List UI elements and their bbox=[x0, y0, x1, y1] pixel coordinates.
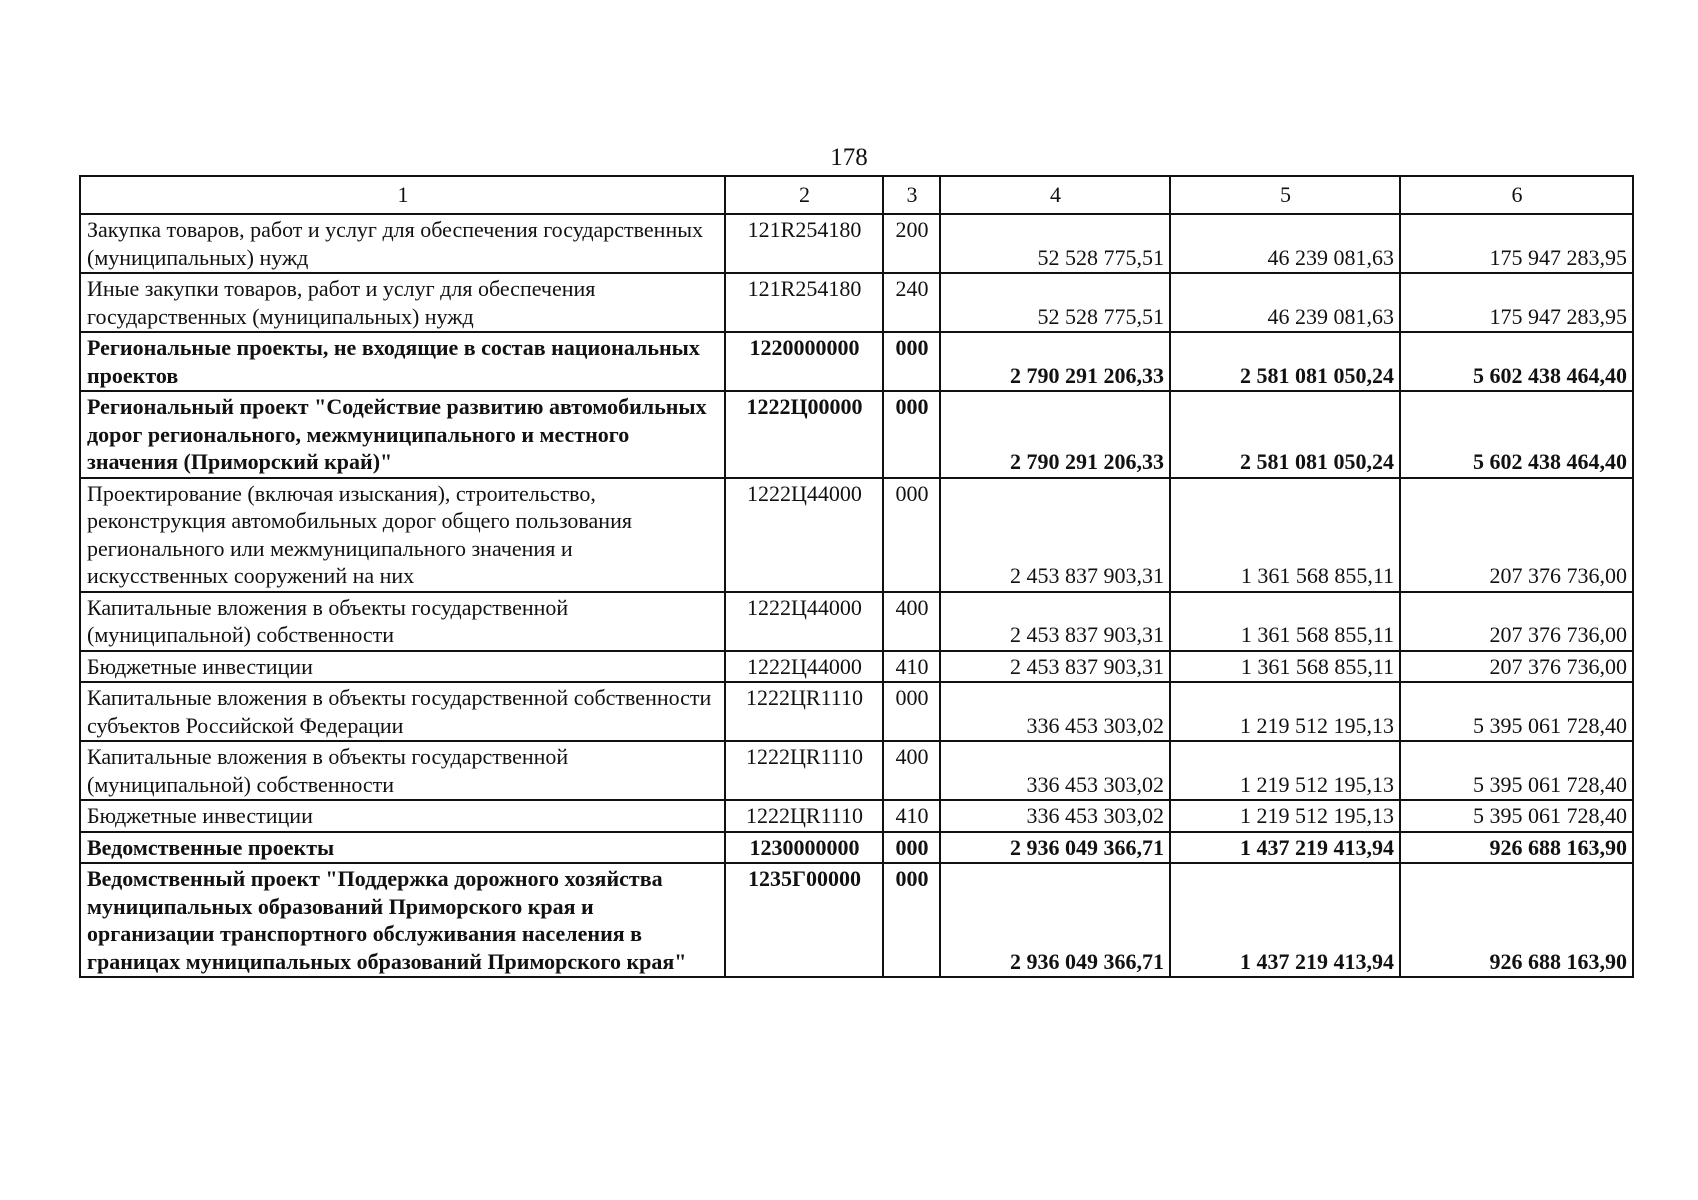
amount-col-6: 175 947 283,95 bbox=[1400, 214, 1633, 273]
header-col-2: 2 bbox=[725, 176, 883, 214]
amount-col-6: 5 602 438 464,40 bbox=[1400, 391, 1633, 478]
amount-col-6: 175 947 283,95 bbox=[1400, 273, 1633, 332]
amount-col-4: 2 936 049 366,71 bbox=[940, 863, 1170, 977]
row-name: Капитальные вложения в объекты государственной собственности субъектов Российской Федерации bbox=[80, 682, 725, 741]
row-name: Ведомственные проекты bbox=[80, 832, 725, 864]
row-name: Бюджетные инвестиции bbox=[80, 651, 725, 683]
expense-kind: 240 bbox=[883, 273, 940, 332]
amount-col-5: 46 239 081,63 bbox=[1170, 214, 1400, 273]
table-row bbox=[80, 214, 1633, 273]
table-row bbox=[80, 832, 1633, 864]
row-name: Бюджетные инвестиции bbox=[80, 800, 725, 832]
amount-col-5: 1 361 568 855,11 bbox=[1170, 651, 1400, 683]
header-col-5: 5 bbox=[1170, 176, 1400, 214]
amount-col-4: 2 453 837 903,31 bbox=[940, 651, 1170, 683]
table-row bbox=[80, 741, 1633, 800]
target-code: 1222Ц44000 bbox=[725, 651, 883, 683]
amount-col-6: 207 376 736,00 bbox=[1400, 478, 1633, 592]
amount-col-4: 336 453 303,02 bbox=[940, 682, 1170, 741]
target-code: 1235Г00000 bbox=[725, 863, 883, 977]
expense-kind: 000 bbox=[883, 391, 940, 478]
expense-kind: 000 bbox=[883, 682, 940, 741]
target-code: 1230000000 bbox=[725, 832, 883, 864]
table-row bbox=[80, 478, 1633, 592]
target-code: 1222ЦR1110 bbox=[725, 741, 883, 800]
amount-col-4: 2 790 291 206,33 bbox=[940, 391, 1170, 478]
row-name: Региональные проекты, не входящие в состав национальных проектов bbox=[80, 332, 725, 391]
target-code: 1222ЦR1110 bbox=[725, 682, 883, 741]
target-code: 1222Ц44000 bbox=[725, 478, 883, 592]
amount-col-5: 1 437 219 413,94 bbox=[1170, 863, 1400, 977]
row-name: Капитальные вложения в объекты государственной (муниципальной) собственности bbox=[80, 741, 725, 800]
table-row bbox=[80, 391, 1633, 478]
expense-kind: 400 bbox=[883, 592, 940, 651]
amount-col-6: 5 602 438 464,40 bbox=[1400, 332, 1633, 391]
amount-col-5: 2 581 081 050,24 bbox=[1170, 391, 1400, 478]
amount-col-6: 5 395 061 728,40 bbox=[1400, 741, 1633, 800]
header-col-6: 6 bbox=[1400, 176, 1633, 214]
target-code: 1222Ц44000 bbox=[725, 592, 883, 651]
amount-col-5: 1 361 568 855,11 bbox=[1170, 592, 1400, 651]
amount-col-4: 336 453 303,02 bbox=[940, 800, 1170, 832]
table-row bbox=[80, 651, 1633, 683]
table-row bbox=[80, 863, 1633, 977]
table-row bbox=[80, 332, 1633, 391]
amount-col-5: 1 437 219 413,94 bbox=[1170, 832, 1400, 864]
header-row bbox=[80, 176, 1633, 214]
amount-col-4: 52 528 775,51 bbox=[940, 214, 1170, 273]
target-code: 121R254180 bbox=[725, 214, 883, 273]
amount-col-6: 5 395 061 728,40 bbox=[1400, 682, 1633, 741]
expense-kind: 200 bbox=[883, 214, 940, 273]
amount-col-6: 926 688 163,90 bbox=[1400, 863, 1633, 977]
target-code: 1222ЦR1110 bbox=[725, 800, 883, 832]
amount-col-5: 1 219 512 195,13 bbox=[1170, 741, 1400, 800]
amount-col-6: 207 376 736,00 bbox=[1400, 592, 1633, 651]
budget-table bbox=[79, 175, 1634, 978]
amount-col-5: 1 219 512 195,13 bbox=[1170, 800, 1400, 832]
amount-col-4: 2 453 837 903,31 bbox=[940, 592, 1170, 651]
header-col-4: 4 bbox=[940, 176, 1170, 214]
amount-col-4: 2 790 291 206,33 bbox=[940, 332, 1170, 391]
expense-kind: 410 bbox=[883, 651, 940, 683]
header-col-3: 3 bbox=[883, 176, 940, 214]
amount-col-6: 5 395 061 728,40 bbox=[1400, 800, 1633, 832]
header-col-1: 1 bbox=[80, 176, 725, 214]
table-body bbox=[80, 214, 1633, 977]
row-name: Ведомственный проект "Поддержка дорожного хозяйства муниципальных образований Приморского края и организации транспортного обслуживания населения в границах муниципальных образований Приморского края" bbox=[80, 863, 725, 977]
expense-kind: 000 bbox=[883, 863, 940, 977]
row-name: Капитальные вложения в объекты государственной (муниципальной) собственности bbox=[80, 592, 725, 651]
row-name: Закупка товаров, работ и услуг для обеспечения государственных (муниципальных) нужд bbox=[80, 214, 725, 273]
expense-kind: 000 bbox=[883, 332, 940, 391]
amount-col-4: 2 936 049 366,71 bbox=[940, 832, 1170, 864]
amount-col-4: 2 453 837 903,31 bbox=[940, 478, 1170, 592]
amount-col-5: 46 239 081,63 bbox=[1170, 273, 1400, 332]
table-row bbox=[80, 800, 1633, 832]
table-row bbox=[80, 273, 1633, 332]
table-row bbox=[80, 592, 1633, 651]
row-name: Региональный проект "Содействие развитию автомобильных дорог регионального, межмуниципального и местного значения (Приморский край)" bbox=[80, 391, 725, 478]
amount-col-6: 926 688 163,90 bbox=[1400, 832, 1633, 864]
expense-kind: 000 bbox=[883, 832, 940, 864]
target-code: 1220000000 bbox=[725, 332, 883, 391]
row-name: Иные закупки товаров, работ и услуг для обеспечения государственных (муниципальных) нужд bbox=[80, 273, 725, 332]
amount-col-5: 2 581 081 050,24 bbox=[1170, 332, 1400, 391]
amount-col-4: 336 453 303,02 bbox=[940, 741, 1170, 800]
table-row bbox=[80, 682, 1633, 741]
expense-kind: 000 bbox=[883, 478, 940, 592]
target-code: 121R254180 bbox=[725, 273, 883, 332]
expense-kind: 410 bbox=[883, 800, 940, 832]
target-code: 1222Ц00000 bbox=[725, 391, 883, 478]
expense-kind: 400 bbox=[883, 741, 940, 800]
amount-col-4: 52 528 775,51 bbox=[940, 273, 1170, 332]
amount-col-5: 1 361 568 855,11 bbox=[1170, 478, 1400, 592]
amount-col-5: 1 219 512 195,13 bbox=[1170, 682, 1400, 741]
amount-col-6: 207 376 736,00 bbox=[1400, 651, 1633, 683]
row-name: Проектирование (включая изыскания), строительство, реконструкция автомобильных дорог общего пользования регионального или межмуниципального значения и искусственных сооружений на них bbox=[80, 478, 725, 592]
page-number: 178 bbox=[830, 144, 868, 171]
